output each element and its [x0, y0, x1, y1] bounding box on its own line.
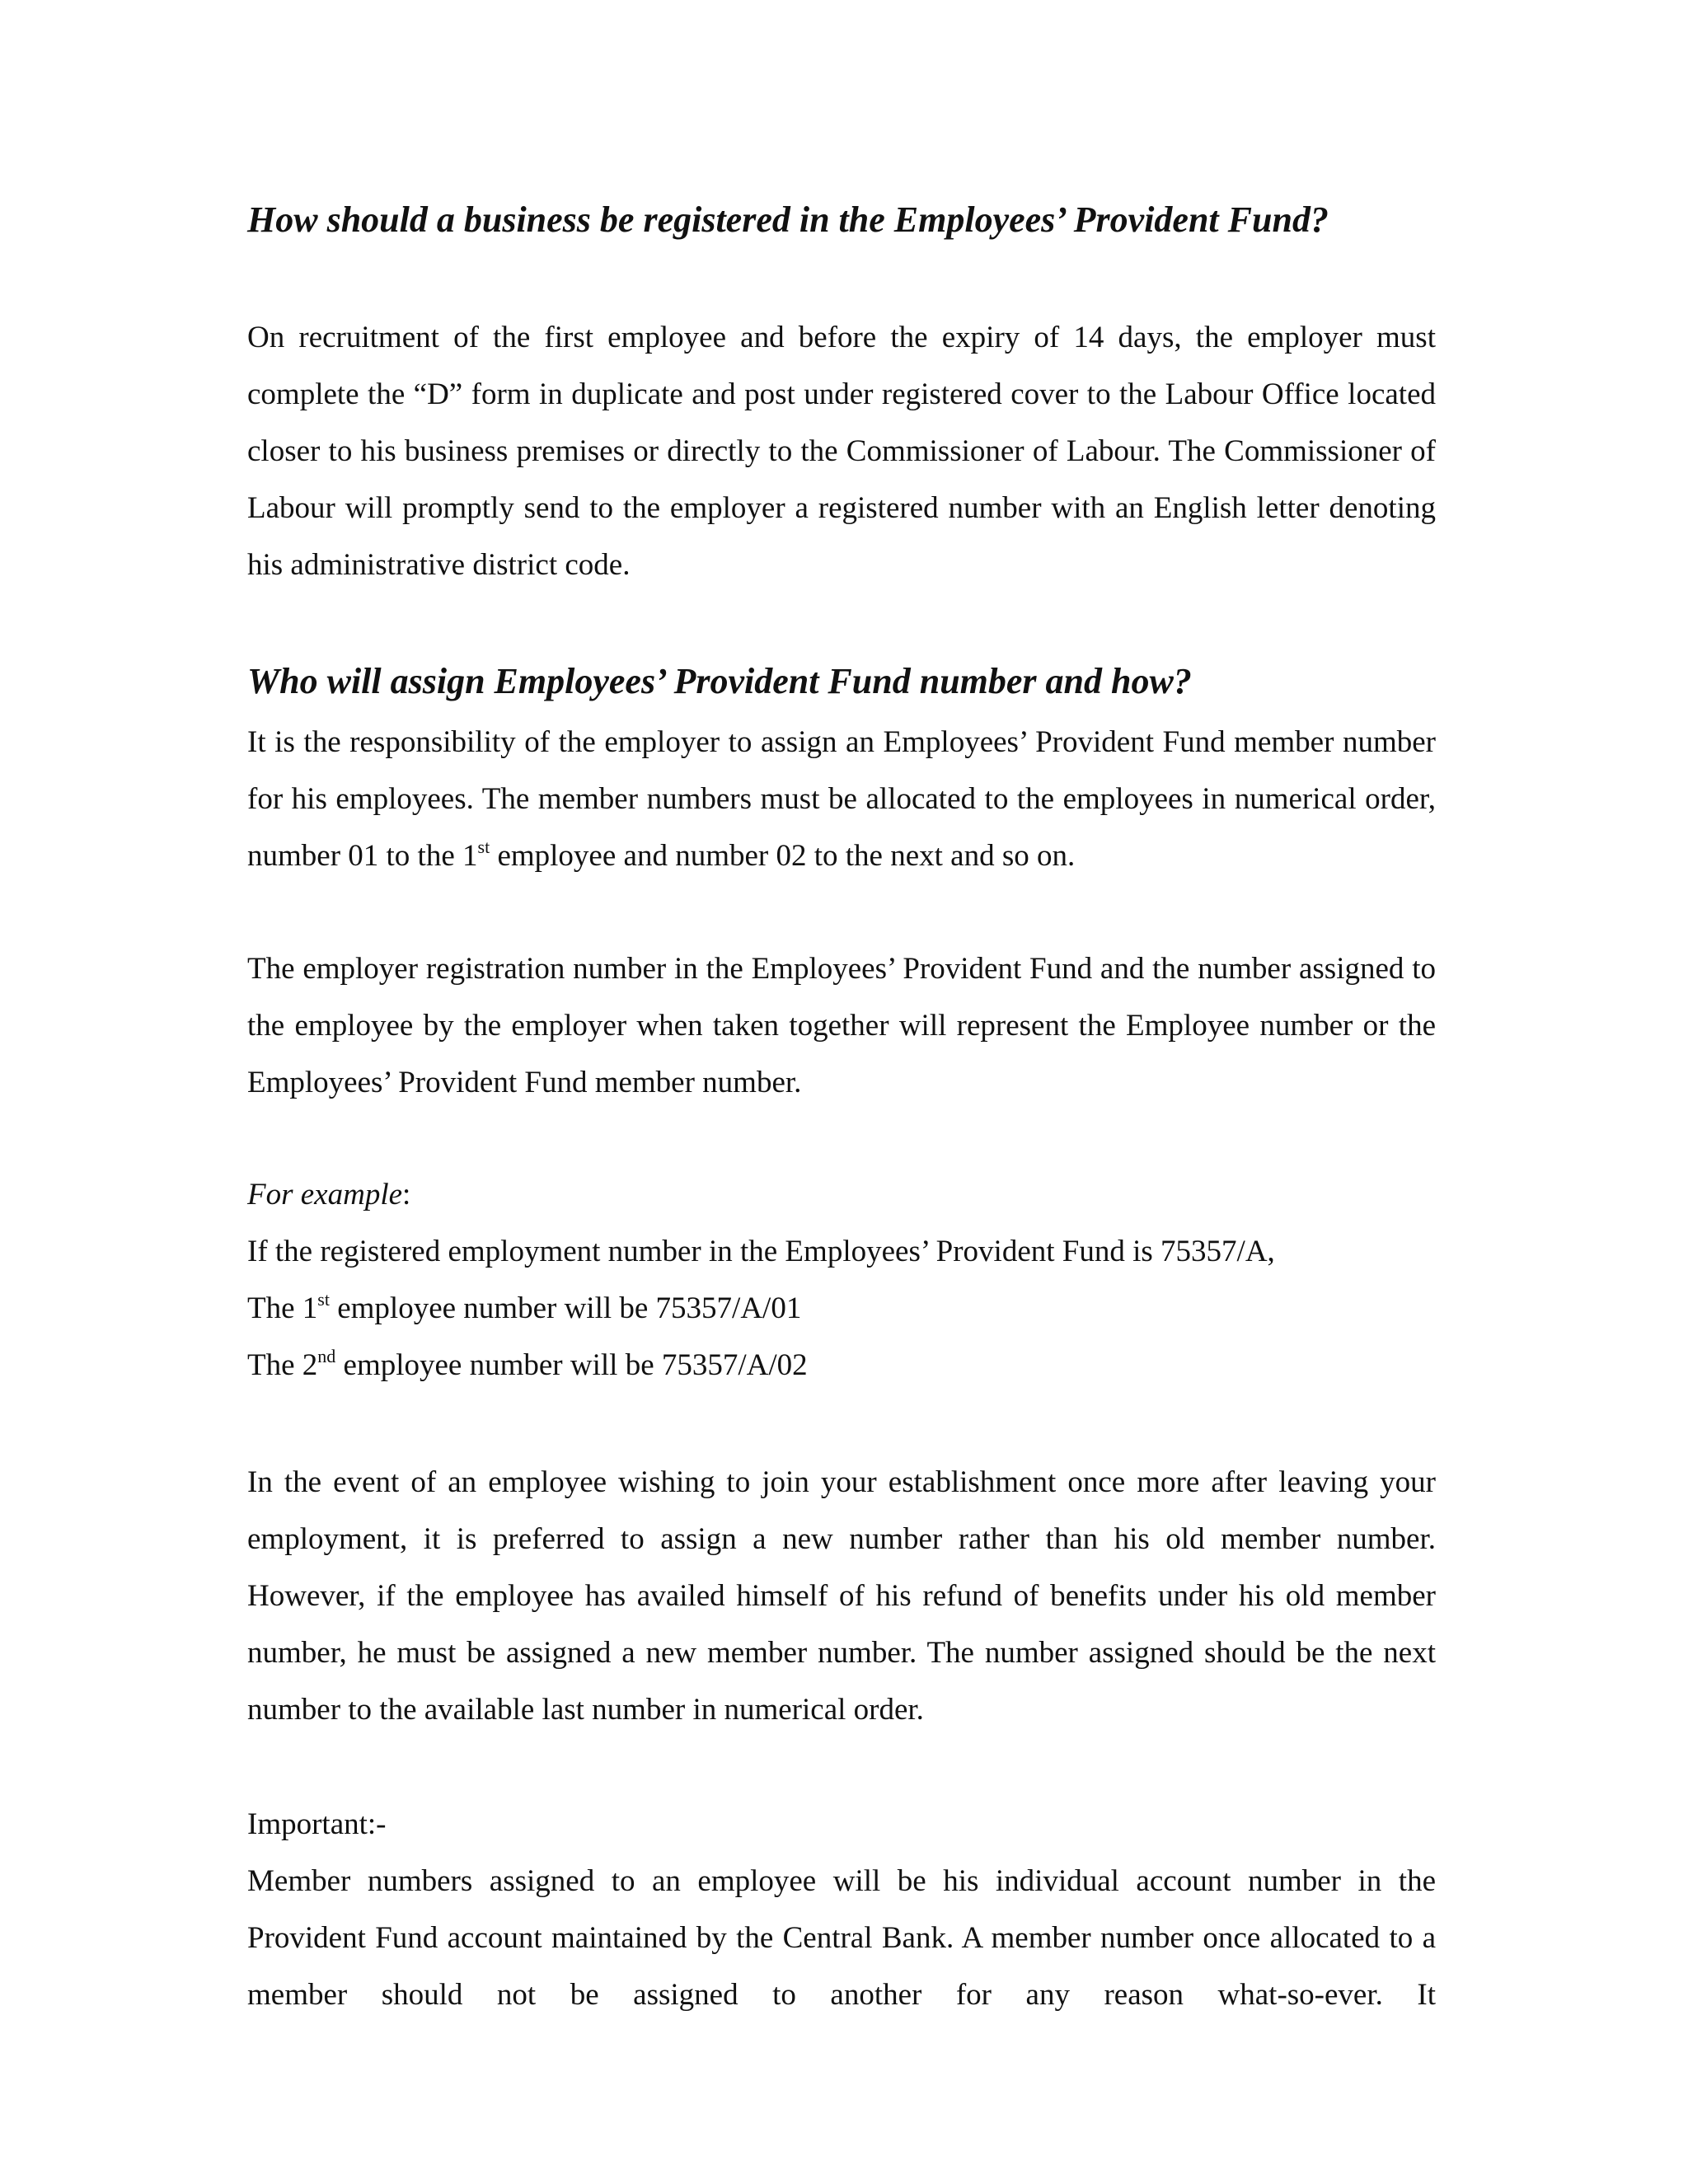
example-line-2-pre: The 1	[247, 1291, 318, 1325]
paragraph-assign-number-text: It is the responsibility of the employer to assign an Employees’ Provident Fund member number for his employees. The member numbers must be allocated to the employees in numerical order, number 01 to the 1	[247, 725, 1436, 873]
paragraph-registration: On recruitment of the first employee and before the expiry of 14 days, the employer must complete the “D” form in duplicate and post under registered cover to the Labour Office located closer to his business premises or directly to the Commissioner of Labour. The Commissioner of Labour will promptly send to the employer a registered number with an English letter denoting his administrative district code.	[247, 321, 1436, 582]
example-line-2-post: employee number will be 75357/A/01	[329, 1291, 802, 1325]
example-line-3	[247, 1337, 1436, 1394]
example-label	[247, 1166, 1436, 1223]
example-label-colon: :	[402, 1178, 411, 1212]
superscript-st: st	[477, 837, 490, 857]
paragraph-assign-number-tail: employee and number 02 to the next and so on.	[490, 839, 1076, 873]
paragraph-assign-number	[247, 714, 1436, 884]
superscript-nd-example: nd	[317, 1346, 336, 1366]
superscript-st-example: st	[317, 1289, 330, 1310]
paragraph-employee-number: The employer registration number in the Employees’ Provident Fund and the number assigned to the employee by the employer when taken together will represent the Employee number or the Employees’ Provident Fund member number.	[247, 952, 1436, 1099]
heading-assign-number: Who will assign Employees’ Provident Fund number and how?	[247, 661, 1192, 701]
example-line-3-post: employee number will be 75357/A/02	[335, 1348, 808, 1382]
paragraph-important: Member numbers assigned to an employee will be his individual account number in the Provident Fund account maintained by the Central Bank. A member number once allocated to a member should not be assigned to another for any reason what-so-ever. It	[247, 1864, 1436, 2012]
example-line-2	[247, 1280, 1436, 1337]
example-line-1: If the registered employment number in the Employees’ Provident Fund is 75357/A,	[247, 1235, 1275, 1268]
important-label: Important:-	[247, 1807, 387, 1841]
example-line-3-pre: The 2	[247, 1348, 318, 1382]
example-label-text: For example	[247, 1178, 403, 1212]
heading-registration: How should a business be registered in the Employees’ Provident Fund?	[247, 199, 1329, 240]
paragraph-rejoin: In the event of an employee wishing to join your establishment once more after leaving your employment, it is preferred to assign a new number rather than his old member number. However, if the employee has availed himself of his refund of benefits under his old member number, he must be assigned a new member number. The number assigned should be the next number to the available last number in numerical order.	[247, 1465, 1436, 1727]
